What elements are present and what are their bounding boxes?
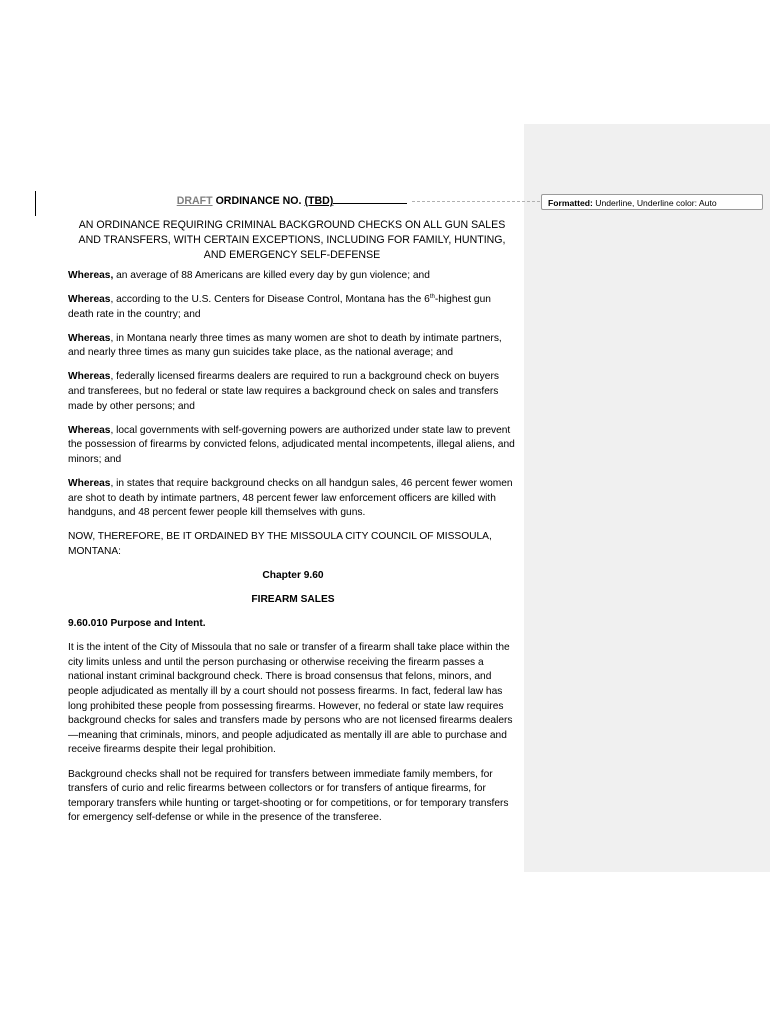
purpose-paragraph: It is the intent of the City of Missoula that no sale or transfer of a firearm shall take place within the city limits unless and until the person purchasing or otherwise receiving the firearm passes a national instant criminal background check. There is broad consensus that felons, minors, and people adjudicated as mentally ill by a court should not possess firearms. In fact, federal law has long prohibited these people from possessing firearms. However, no federal or state law requires background checks for sales and transfers made by persons who are not licensed firearms dealers—meaning that criminals, minors, and people adjudicated as mentally ill are able to purchase and receive firearms despite their legal prohibition. — [68, 642, 513, 756]
markup-pane — [524, 124, 770, 872]
whereas-paragraph: Whereas, in states that require background checks on all handgun sales, 46 percent fewer women are shot to death by intimate partners, 48 percent fewer law enforcement officers are killed with handguns, and 48 percent fewer people kill themselves with guns. — [68, 478, 513, 519]
draft-label: DRAFT — [176, 195, 213, 207]
section-heading: 9.60.010 Purpose and Intent. — [68, 618, 206, 630]
balloon-label: Formatted: — [548, 198, 593, 208]
document-body — [68, 269, 518, 835]
balloon-text: Underline, Underline color: Auto — [592, 198, 717, 208]
comment-connector-line — [412, 201, 540, 202]
formatting-balloon[interactable] — [541, 194, 763, 210]
whereas-paragraph: Whereas, local governments with self-governing powers are authorized under state law to prevent the possession of firearms by convicted felons, adjudicated mental incompetents, illegal aliens, and minors; and — [68, 424, 515, 465]
exceptions-paragraph: Background checks shall not be required for transfers between immediate family members, for transfers of curio and relic firearms between collectors or for transfers of antique firearms, for temporary transfers while hunting or target-shooting or for competitions, or for temporary transfers for emergency self-defense or while in the presence of the transferee. — [68, 768, 509, 824]
ordained-clause: NOW, THEREFORE, BE IT ORDAINED BY THE MISSOULA CITY COUNCIL OF MISSOULA, MONTANA: — [68, 531, 492, 557]
revision-bar — [35, 191, 36, 216]
ordinance-heading: AN ORDINANCE REQUIRING CRIMINAL BACKGROUND CHECKS ON ALL GUN SALES AND TRANSFERS, WITH CERTAIN EXCEPTIONS, INCLUDING FOR FAMILY, HUNTING, AND EMERGENCY SELF-DEFENSE — [78, 219, 506, 261]
chapter-title: FIREARM SALES — [251, 594, 335, 606]
title-underline — [333, 194, 407, 204]
whereas-paragraph: Whereas, federally licensed firearms dealers are required to run a background check on buyers and transferees, but no federal or state law requires a background check on sales and transfers made by other persons; and — [68, 371, 499, 412]
ordinance-number: (TBD) — [304, 195, 334, 207]
ordinance-label: ORDINANCE NO. — [215, 195, 302, 207]
chapter-number: Chapter 9.60 — [262, 570, 324, 581]
whereas-paragraph: Whereas, an average of 88 Americans are killed every day by gun violence; and — [68, 270, 430, 281]
whereas-paragraph: Whereas, according to the U.S. Centers for Disease Control, Montana has the 6th-highest gun death rate in the country; and — [68, 294, 491, 320]
whereas-paragraph: Whereas, in Montana nearly three times as many women are shot to death by intimate partners, and nearly three times as many gun suicides take place, as the national average; and — [68, 332, 502, 359]
